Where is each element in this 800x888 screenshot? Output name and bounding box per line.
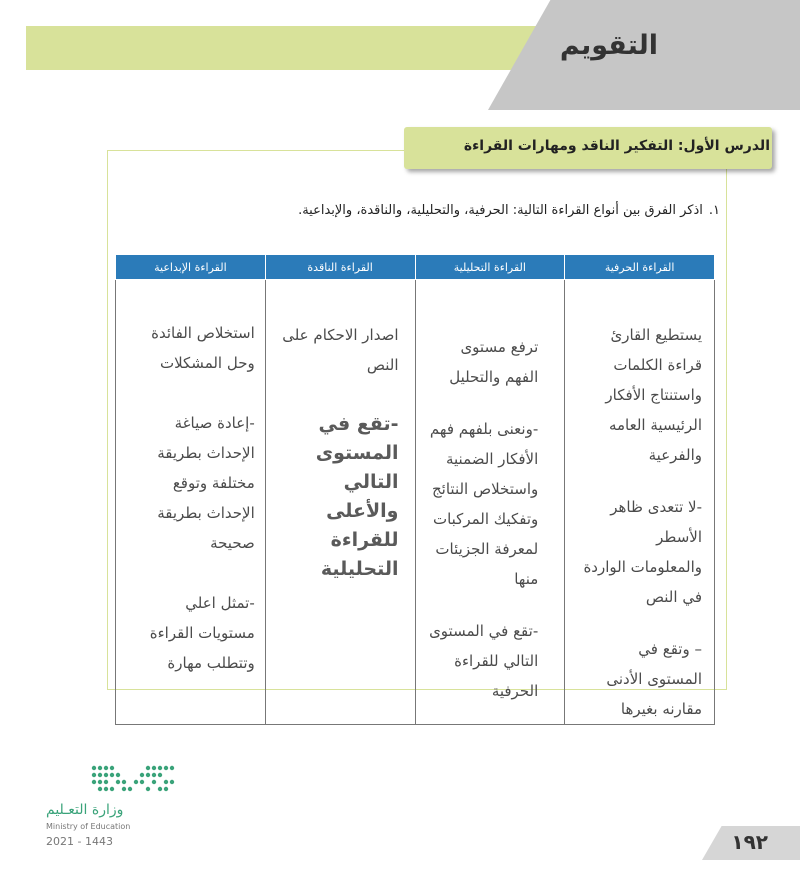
logo-dots-icon	[44, 762, 184, 802]
ministry-logo	[44, 762, 184, 852]
header-critical: القراءة الناقدة	[265, 255, 415, 280]
literal-point: – وتقع في المستوى الأدنى مقارنه بغيرها	[606, 640, 702, 718]
reading-types-table	[115, 254, 715, 725]
cell-literal	[565, 280, 715, 725]
table-row	[116, 280, 715, 725]
logo-english-text: Ministry of Education	[46, 822, 131, 831]
header-literal: القراءة الحرفية	[565, 255, 715, 280]
creative-point: -تمثل اعلي مستويات القراءة وتتطلب مهارة	[149, 594, 255, 672]
analytical-point: -ونعنى بلفهم فهم الأفكار الضمنية واستخلاص النتائج وتفكيك المركبات لمعرفة الجزيئات منها	[429, 420, 539, 588]
question	[298, 203, 720, 218]
page-title: التقويم	[559, 30, 658, 61]
page-number: ١٩٢	[731, 830, 768, 854]
header-creative: القراءة الإبداعية	[116, 255, 266, 280]
creative-point: -إعادة صياغة الإحداث بطريقة مختلفة وتوقع الإحداث بطريقة صحيحة	[157, 414, 255, 552]
question-text: اذكر الفرق بين أنواع القراءة التالية: الحرفية، والتحليلية، والناقدة، والإبداعية.	[298, 203, 703, 218]
logo-arabic-text: وزارة التعـليم	[46, 802, 124, 818]
cell-critical	[265, 280, 415, 725]
edition-year: 2021 - 1443	[46, 835, 113, 848]
analytical-point: ترفع مستوى الفهم والتحليل	[449, 338, 539, 386]
cell-analytical	[415, 280, 565, 725]
critical-point: اصدار الاحكام على النص	[282, 326, 399, 374]
literal-point: -لا تتعدى ظاهر الأسطر والمعلومات الواردة في النص	[583, 498, 702, 606]
creative-point: استخلاص الفائدة وحل المشكلات	[151, 324, 255, 372]
cell-creative	[116, 280, 266, 725]
analytical-point: -تقع في المستوى التالي للقراءة الحرفية	[429, 622, 539, 700]
question-number: ١.	[708, 203, 720, 218]
lesson-title: الدرس الأول: التفكير الناقد ومهارات القراءة	[463, 138, 770, 154]
header-analytical: القراءة التحليلية	[415, 255, 565, 280]
table-header-row	[116, 255, 715, 280]
literal-point: يستطيع القارئ قراءة الكلمات واستنتاج الأفكار الرئيسية العامه والفرعية	[605, 326, 702, 464]
critical-point: -تقع في المستوى التالي والأعلى للقراءة التحليلية	[315, 413, 399, 580]
